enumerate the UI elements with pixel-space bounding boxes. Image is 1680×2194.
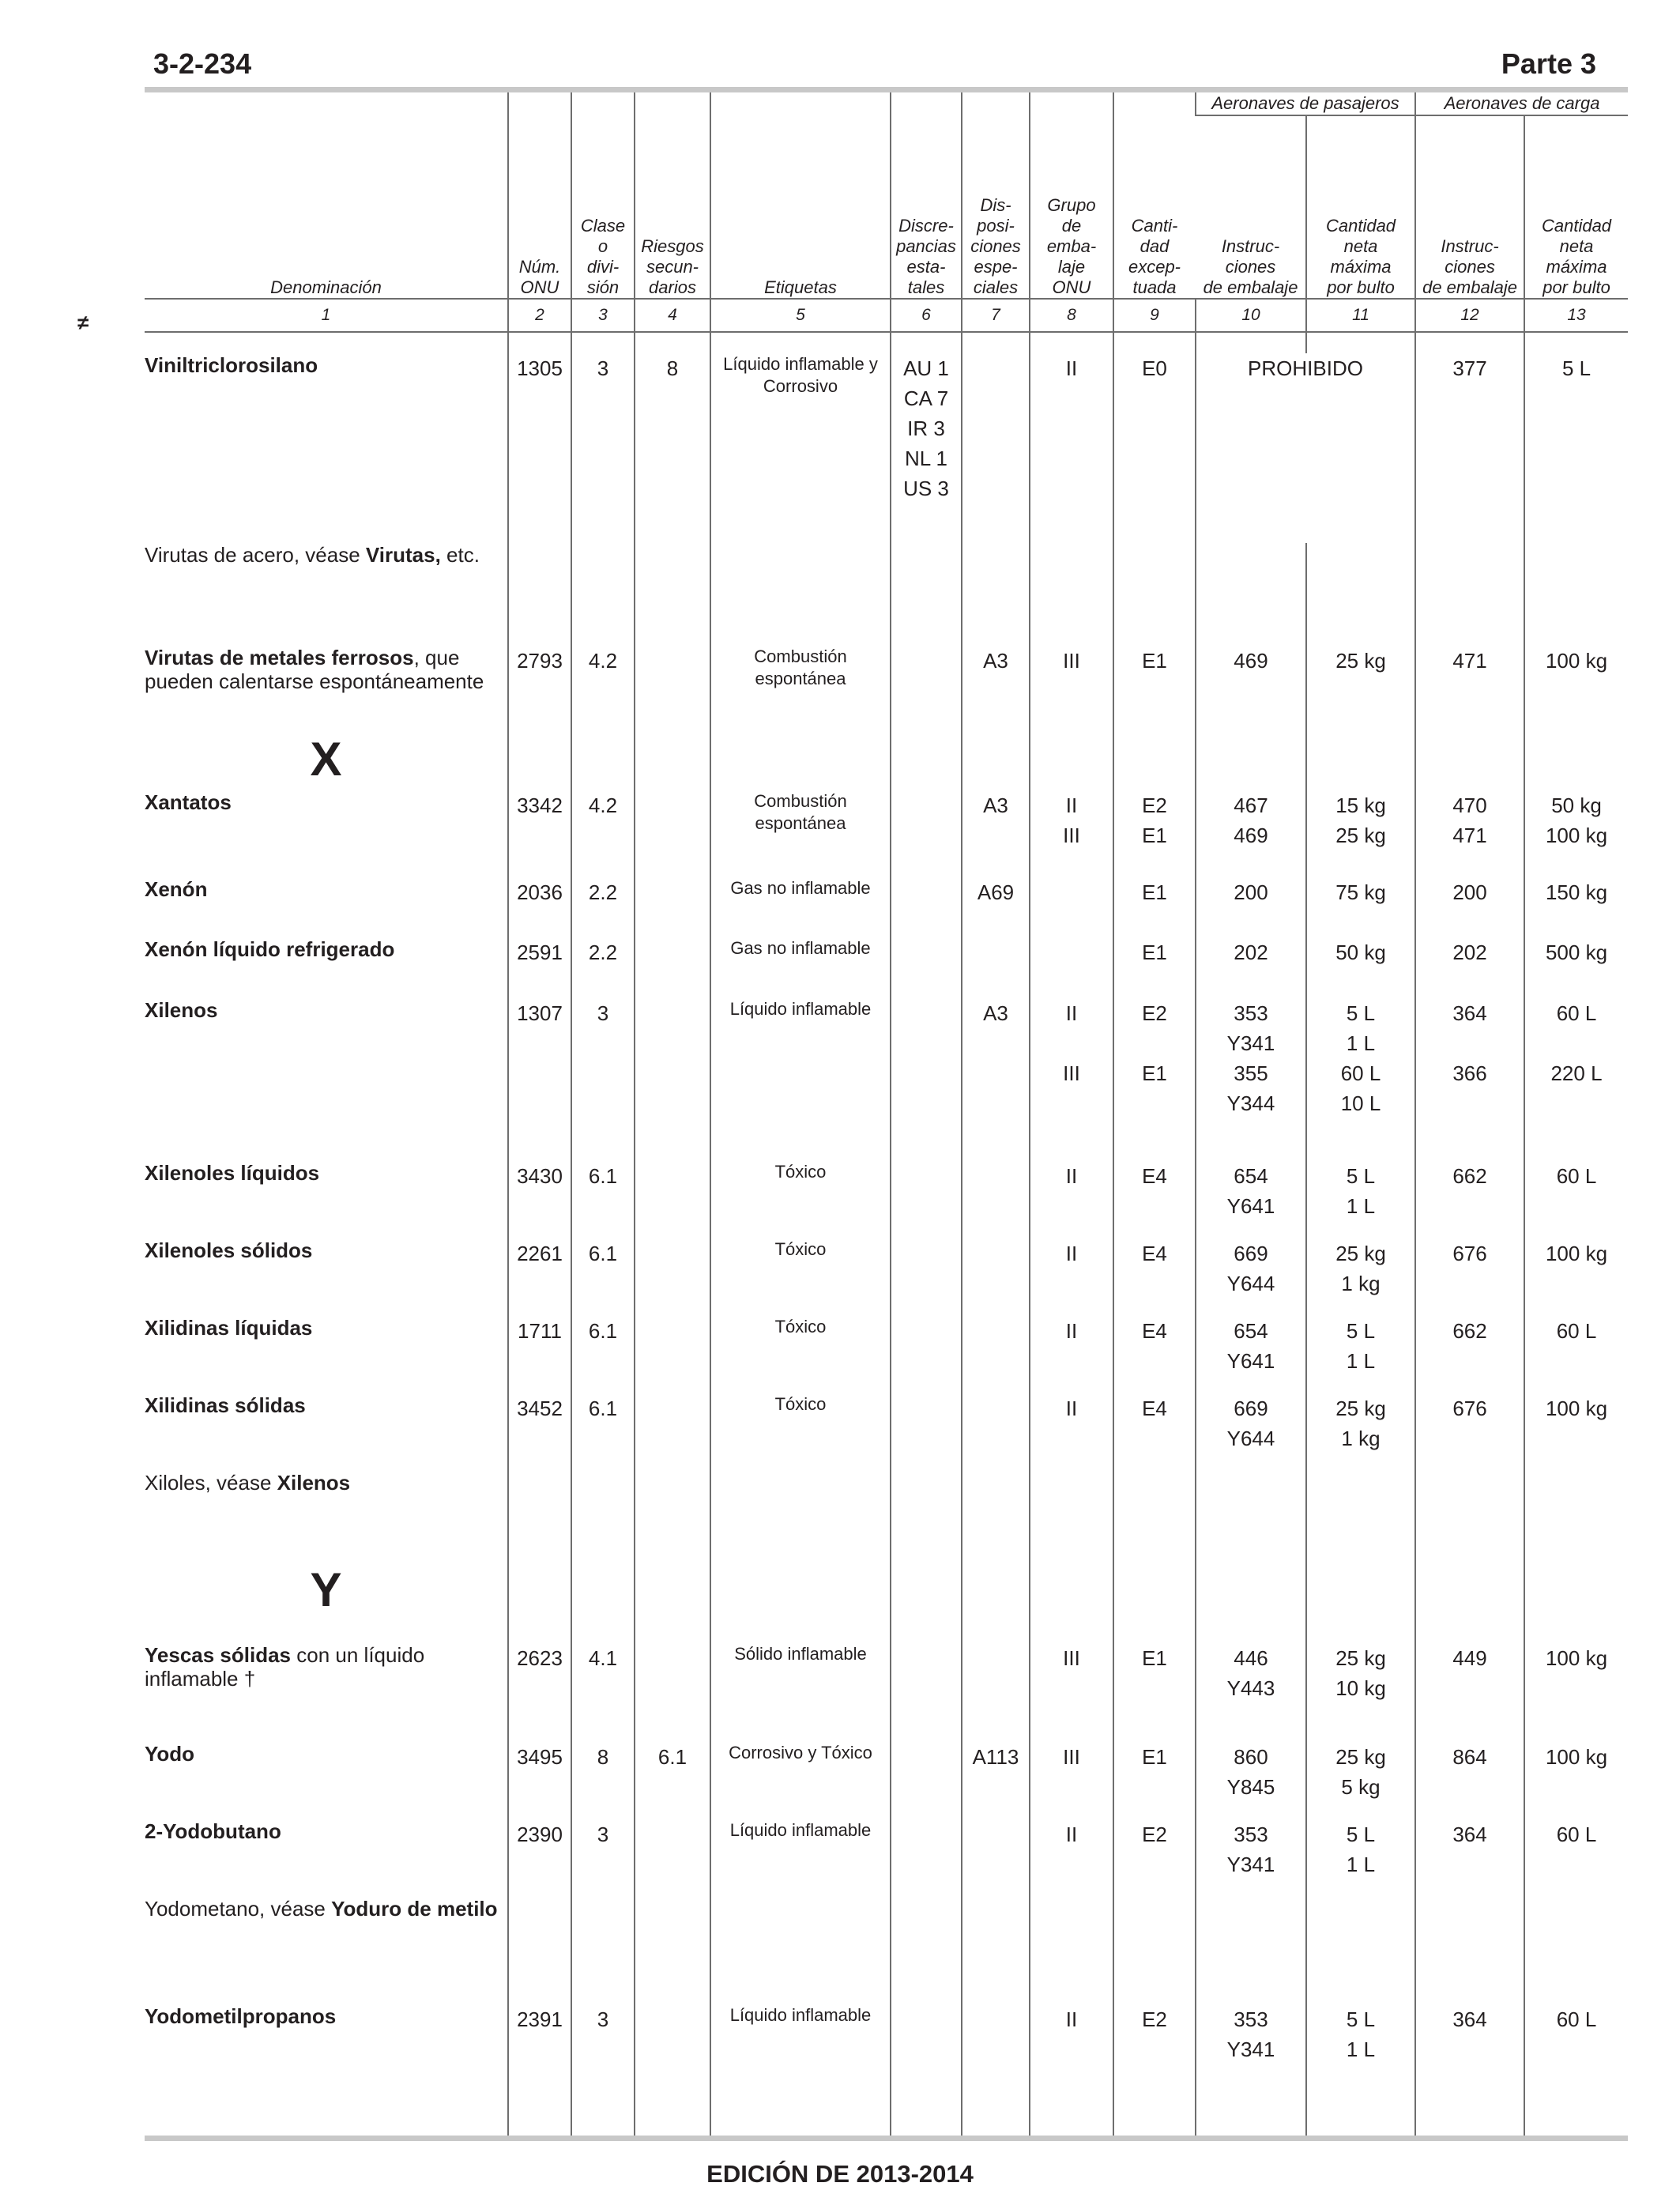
excepted-quantity: E2 E1 (1113, 998, 1196, 1161)
class-value: 3 (571, 1819, 635, 1897)
label-value: Gas no inflamable (710, 937, 891, 998)
page-number: 3-2-234 (153, 47, 252, 80)
cargo-pi: 200 (1415, 877, 1524, 937)
entry-name: Xiloles, véase Xilenos (145, 1470, 351, 1495)
special-provisions (962, 353, 1030, 543)
passenger-pi: 353 Y341 (1196, 2004, 1306, 2136)
entry-name: Yodometilpropanos (145, 2004, 337, 2028)
class-value: 3 (571, 2004, 635, 2136)
table-row (145, 1393, 1628, 1471)
state-variations (891, 1161, 962, 1238)
cargo-max-qty: 100 kg (1524, 1643, 1628, 1742)
un-number: 1711 (508, 1316, 571, 1393)
state-variations (891, 1316, 962, 1393)
cargo-pi: 364 (1415, 1819, 1524, 1897)
label-value: Líquido inflamable y Corrosivo (710, 353, 891, 543)
label-value: Tóxico (710, 1238, 891, 1316)
table-row (145, 2004, 1628, 2136)
cargo-max-qty: 100 kg (1524, 1393, 1628, 1471)
packing-group: II (1030, 1238, 1113, 1316)
cargo-pi: 377 (1415, 353, 1524, 543)
cargo-pi: 470 471 (1415, 790, 1524, 877)
header-class: Clase o divi- sión (571, 92, 635, 299)
passenger-pi: 669 Y644 (1196, 1393, 1306, 1471)
header-cargo-pi: Instruc- ciones de embalaje (1415, 115, 1524, 299)
subsidiary-risk: 6.1 (635, 1742, 710, 1819)
subsidiary-risk: 8 (635, 353, 710, 543)
special-provisions (962, 1238, 1030, 1316)
header-row-top (145, 92, 1628, 115)
table-row (145, 1897, 1628, 2004)
entry-name: Yodo (145, 1741, 195, 1766)
state-variations (891, 790, 962, 877)
special-provisions: A3 (962, 998, 1030, 1161)
label-value: Líquido inflamable (710, 1819, 891, 1897)
label-value: Tóxico (710, 1316, 891, 1393)
un-number: 2623 (508, 1643, 571, 1742)
passenger-pi: 860 Y845 (1196, 1742, 1306, 1819)
cargo-max-qty: 60 L (1524, 2004, 1628, 2136)
packing-group: II (1030, 353, 1113, 543)
column-number: 2 (508, 299, 571, 332)
table-row (145, 1316, 1628, 1393)
packing-group: II (1030, 1316, 1113, 1393)
table-row (145, 1742, 1628, 1819)
table-row (145, 790, 1628, 877)
column-number: 3 (571, 299, 635, 332)
class-value: 6.1 (571, 1238, 635, 1316)
subsidiary-risk (635, 1316, 710, 1393)
cargo-max-qty: 100 kg (1524, 1742, 1628, 1819)
excepted-quantity: E4 (1113, 1316, 1196, 1393)
cargo-max-qty: 60 L (1524, 1161, 1628, 1238)
passenger-max-qty: 25 kg 1 kg (1306, 1393, 1415, 1471)
passenger-max-qty: 75 kg (1306, 877, 1415, 937)
cargo-pi: 471 (1415, 646, 1524, 729)
class-value: 4.2 (571, 646, 635, 729)
special-provisions: A3 (962, 790, 1030, 877)
un-number: 2390 (508, 1819, 571, 1897)
subsidiary-risk (635, 937, 710, 998)
cargo-pi: 202 (1415, 937, 1524, 998)
column-number-row (145, 299, 1628, 332)
passenger-pi: 467 469 (1196, 790, 1306, 877)
special-provisions (962, 1161, 1030, 1238)
class-value: 6.1 (571, 1316, 635, 1393)
cargo-max-qty: 100 kg (1524, 646, 1628, 729)
un-number: 3495 (508, 1742, 571, 1819)
table-row (145, 543, 1628, 646)
cargo-max-qty: 50 kg 100 kg (1524, 790, 1628, 877)
column-number: 12 (1415, 299, 1524, 332)
excepted-quantity: E1 (1113, 937, 1196, 998)
excepted-quantity: E1 (1113, 1643, 1196, 1742)
label-value: Líquido inflamable (710, 998, 891, 1161)
table-row (145, 998, 1628, 1161)
subsidiary-risk (635, 646, 710, 729)
header-packing-group: Grupo de emba- laje ONU (1030, 92, 1113, 299)
packing-group: III (1030, 1742, 1113, 1819)
cargo-max-qty: 150 kg (1524, 877, 1628, 937)
passenger-max-qty: 5 L 1 L (1306, 2004, 1415, 2136)
column-number: 13 (1524, 299, 1628, 332)
class-value: 6.1 (571, 1393, 635, 1471)
packing-group (1030, 877, 1113, 937)
passenger-pi: 654 Y641 (1196, 1161, 1306, 1238)
subsidiary-risk (635, 1819, 710, 1897)
passenger-max-qty: 5 L 1 L 60 L 10 L (1306, 998, 1415, 1161)
header-passenger-aircraft: Aeronaves de pasajeros (1196, 92, 1415, 115)
packing-group: II III (1030, 998, 1113, 1161)
entry-name: Xenón (145, 876, 208, 901)
class-value: 2.2 (571, 937, 635, 998)
class-value: 3 (571, 353, 635, 543)
excepted-quantity: E4 (1113, 1393, 1196, 1471)
column-number: 5 (710, 299, 891, 332)
header-subsidiary-risks: Riesgos secun- darios (635, 92, 710, 299)
column-number: 10 (1196, 299, 1306, 332)
label-value: Combustión espontánea (710, 646, 891, 729)
table-row (145, 1643, 1628, 1742)
entry-name: Xilidinas líquidas (145, 1315, 313, 1340)
passenger-max-qty: 25 kg 1 kg (1306, 1238, 1415, 1316)
cargo-pi: 364 (1415, 2004, 1524, 2136)
packing-group (1030, 937, 1113, 998)
packing-group: III (1030, 646, 1113, 729)
state-variations (891, 998, 962, 1161)
cargo-pi: 364 366 (1415, 998, 1524, 1161)
state-variations (891, 1238, 962, 1316)
passenger-pi: 202 (1196, 937, 1306, 998)
table-row (145, 1238, 1628, 1316)
special-provisions (962, 1643, 1030, 1742)
label-value: Combustión espontánea (710, 790, 891, 877)
prohibited-text: PROHIBIDO (1196, 353, 1415, 543)
entry-name: Xenón líquido refrigerado (145, 937, 395, 961)
cargo-pi: 676 (1415, 1393, 1524, 1471)
passenger-max-qty: 5 L 1 L (1306, 1819, 1415, 1897)
header-name: Denominación (270, 277, 382, 297)
header-special-provisions: Dis- posi- ciones espe- ciales (962, 92, 1030, 299)
state-variations (891, 937, 962, 998)
excepted-quantity: E1 (1113, 1742, 1196, 1819)
state-variations (891, 877, 962, 937)
cargo-max-qty: 100 kg (1524, 1238, 1628, 1316)
special-provisions: A113 (962, 1742, 1030, 1819)
excepted-quantity: E1 (1113, 646, 1196, 729)
state-variations (891, 646, 962, 729)
label-value: Tóxico (710, 1161, 891, 1238)
entry-name: Xilenoles sólidos (145, 1238, 313, 1262)
state-variations (891, 1742, 962, 1819)
class-value: 8 (571, 1742, 635, 1819)
special-provisions: A69 (962, 877, 1030, 937)
passenger-max-qty: 50 kg (1306, 937, 1415, 998)
subsidiary-risk (635, 998, 710, 1161)
special-provisions (962, 1819, 1030, 1897)
packing-group: II (1030, 1161, 1113, 1238)
special-provisions (962, 937, 1030, 998)
entry-name: Xantatos (145, 790, 232, 814)
state-variations (891, 1643, 962, 1742)
state-variations (891, 2004, 962, 2136)
class-value: 4.1 (571, 1643, 635, 1742)
un-number: 1305 (508, 353, 571, 543)
table-row (145, 1161, 1628, 1238)
passenger-max-qty: 25 kg 5 kg (1306, 1742, 1415, 1819)
bottom-rule (145, 2136, 1628, 2141)
part-label: Parte 3 (1501, 47, 1596, 80)
cargo-pi: 676 (1415, 1238, 1524, 1316)
excepted-quantity: E2 (1113, 1819, 1196, 1897)
subsidiary-risk (635, 877, 710, 937)
special-provisions: A3 (962, 646, 1030, 729)
header-cargo-aircraft: Aeronaves de carga (1415, 92, 1628, 115)
passenger-pi: 469 (1196, 646, 1306, 729)
entry-name: Virutas de metales ferrosos, que pueden calentarse espontáneamente (145, 645, 484, 693)
excepted-quantity: E4 (1113, 1238, 1196, 1316)
cargo-pi: 864 (1415, 1742, 1524, 1819)
subsidiary-risk (635, 790, 710, 877)
table-row (145, 1471, 1628, 1547)
column-number: 7 (962, 299, 1030, 332)
entry-name: Xilenoles líquidos (145, 1160, 320, 1185)
label-value: Corrosivo y Tóxico (710, 1742, 891, 1819)
class-value: 3 (571, 998, 635, 1161)
column-number: 4 (635, 299, 710, 332)
passenger-max-qty: 5 L 1 L (1306, 1161, 1415, 1238)
un-number: 2036 (508, 877, 571, 937)
passenger-max-qty: 5 L 1 L (1306, 1316, 1415, 1393)
un-number: 1307 (508, 998, 571, 1161)
cargo-pi: 449 (1415, 1643, 1524, 1742)
class-value: 6.1 (571, 1161, 635, 1238)
entry-name: Yodometano, véase Yoduro de metilo (145, 1896, 498, 1921)
footer-edition: EDICIÓN DE 2013-2014 (706, 2160, 974, 2188)
passenger-max-qty: 15 kg 25 kg (1306, 790, 1415, 877)
cargo-max-qty: 60 L 220 L (1524, 998, 1628, 1161)
change-mark: ≠ (77, 311, 89, 334)
un-number: 3342 (508, 790, 571, 877)
state-variations (891, 1819, 962, 1897)
section-letter-x: X (310, 732, 342, 786)
cargo-pi: 662 (1415, 1161, 1524, 1238)
column-number: 9 (1113, 299, 1196, 332)
entry-name: Yescas sólidas con un líquido inflamable † (145, 1642, 425, 1691)
header-un-number: Núm. ONU (508, 92, 571, 299)
un-number: 2591 (508, 937, 571, 998)
subsidiary-risk (635, 1393, 710, 1471)
special-provisions (962, 1316, 1030, 1393)
excepted-quantity: E1 (1113, 877, 1196, 937)
section-letter-y: Y (310, 1563, 342, 1616)
special-provisions (962, 1393, 1030, 1471)
entry-name: Xilidinas sólidas (145, 1393, 306, 1417)
header-passenger-pi: Instruc- ciones de embalaje (1203, 236, 1298, 297)
letter-row (145, 1547, 1628, 1621)
excepted-quantity: E2 (1113, 2004, 1196, 2136)
un-number: 3452 (508, 1393, 571, 1471)
table-row (145, 937, 1628, 998)
column-number: 8 (1030, 299, 1113, 332)
entry-name: 2-Yodobutano (145, 1819, 281, 1843)
table-row (145, 353, 1628, 543)
top-rule (145, 87, 1628, 92)
packing-group: II III (1030, 790, 1113, 877)
packing-group: III (1030, 1643, 1113, 1742)
cargo-pi: 662 (1415, 1316, 1524, 1393)
subsidiary-risk (635, 1238, 710, 1316)
packing-group: II (1030, 2004, 1113, 2136)
cargo-max-qty: 60 L (1524, 1316, 1628, 1393)
header-labels: Etiquetas (710, 92, 891, 299)
passenger-max-qty: 25 kg (1306, 646, 1415, 729)
column-number: 1 (145, 299, 508, 332)
class-value: 2.2 (571, 877, 635, 937)
label-value: Gas no inflamable (710, 877, 891, 937)
cargo-max-qty: 500 kg (1524, 937, 1628, 998)
header-state-variations: Discre- pancias esta- tales (891, 92, 962, 299)
passenger-pi: 654 Y641 (1196, 1316, 1306, 1393)
subsidiary-risk (635, 2004, 710, 2136)
cargo-max-qty: 60 L (1524, 1819, 1628, 1897)
un-number: 3430 (508, 1161, 571, 1238)
subsidiary-risk (635, 1161, 710, 1238)
table-row (145, 1819, 1628, 1897)
column-number: 6 (891, 299, 962, 332)
un-number: 2391 (508, 2004, 571, 2136)
letter-row (145, 729, 1628, 790)
class-value: 4.2 (571, 790, 635, 877)
subsidiary-risk (635, 1643, 710, 1742)
table-row (145, 646, 1628, 729)
state-variations (891, 1393, 962, 1471)
un-number: 2261 (508, 1238, 571, 1316)
excepted-quantity: E0 (1113, 353, 1196, 543)
header-excepted-quantity: Canti- dad excep- tuada (1113, 92, 1196, 299)
column-number: 11 (1306, 299, 1415, 332)
label-value: Tóxico (710, 1393, 891, 1471)
passenger-max-qty: 25 kg 10 kg (1306, 1643, 1415, 1742)
label-value: Líquido inflamable (710, 2004, 891, 2136)
passenger-pi: 669 Y644 (1196, 1238, 1306, 1316)
entry-name: Xilenos (145, 997, 218, 1022)
spacer-row (145, 332, 1628, 353)
packing-group: II (1030, 1393, 1113, 1471)
passenger-pi: 200 (1196, 877, 1306, 937)
passenger-pi: 353 Y341 355 Y344 (1196, 998, 1306, 1161)
packing-group: II (1030, 1819, 1113, 1897)
passenger-pi: 353 Y341 (1196, 1819, 1306, 1897)
spacer-row (145, 1621, 1628, 1643)
excepted-quantity: E4 (1113, 1161, 1196, 1238)
header-cargo-max-qty: Cantidad neta máxima por bulto (1524, 115, 1628, 299)
entry-name: Viniltriclorosilano (145, 352, 318, 377)
cargo-max-qty: 5 L (1524, 353, 1628, 543)
entry-name: Virutas de acero, véase Virutas, etc. (145, 542, 480, 567)
table-row (145, 877, 1628, 937)
special-provisions (962, 2004, 1030, 2136)
dangerous-goods-table (145, 92, 1628, 2136)
header-passenger-max-qty: Cantidad neta máxima por bulto (1306, 115, 1415, 299)
passenger-pi: 446 Y443 (1196, 1643, 1306, 1742)
state-variations: AU 1 CA 7 IR 3 NL 1 US 3 (891, 353, 962, 543)
excepted-quantity: E2 E1 (1113, 790, 1196, 877)
label-value: Sólido inflamable (710, 1643, 891, 1742)
un-number: 2793 (508, 646, 571, 729)
